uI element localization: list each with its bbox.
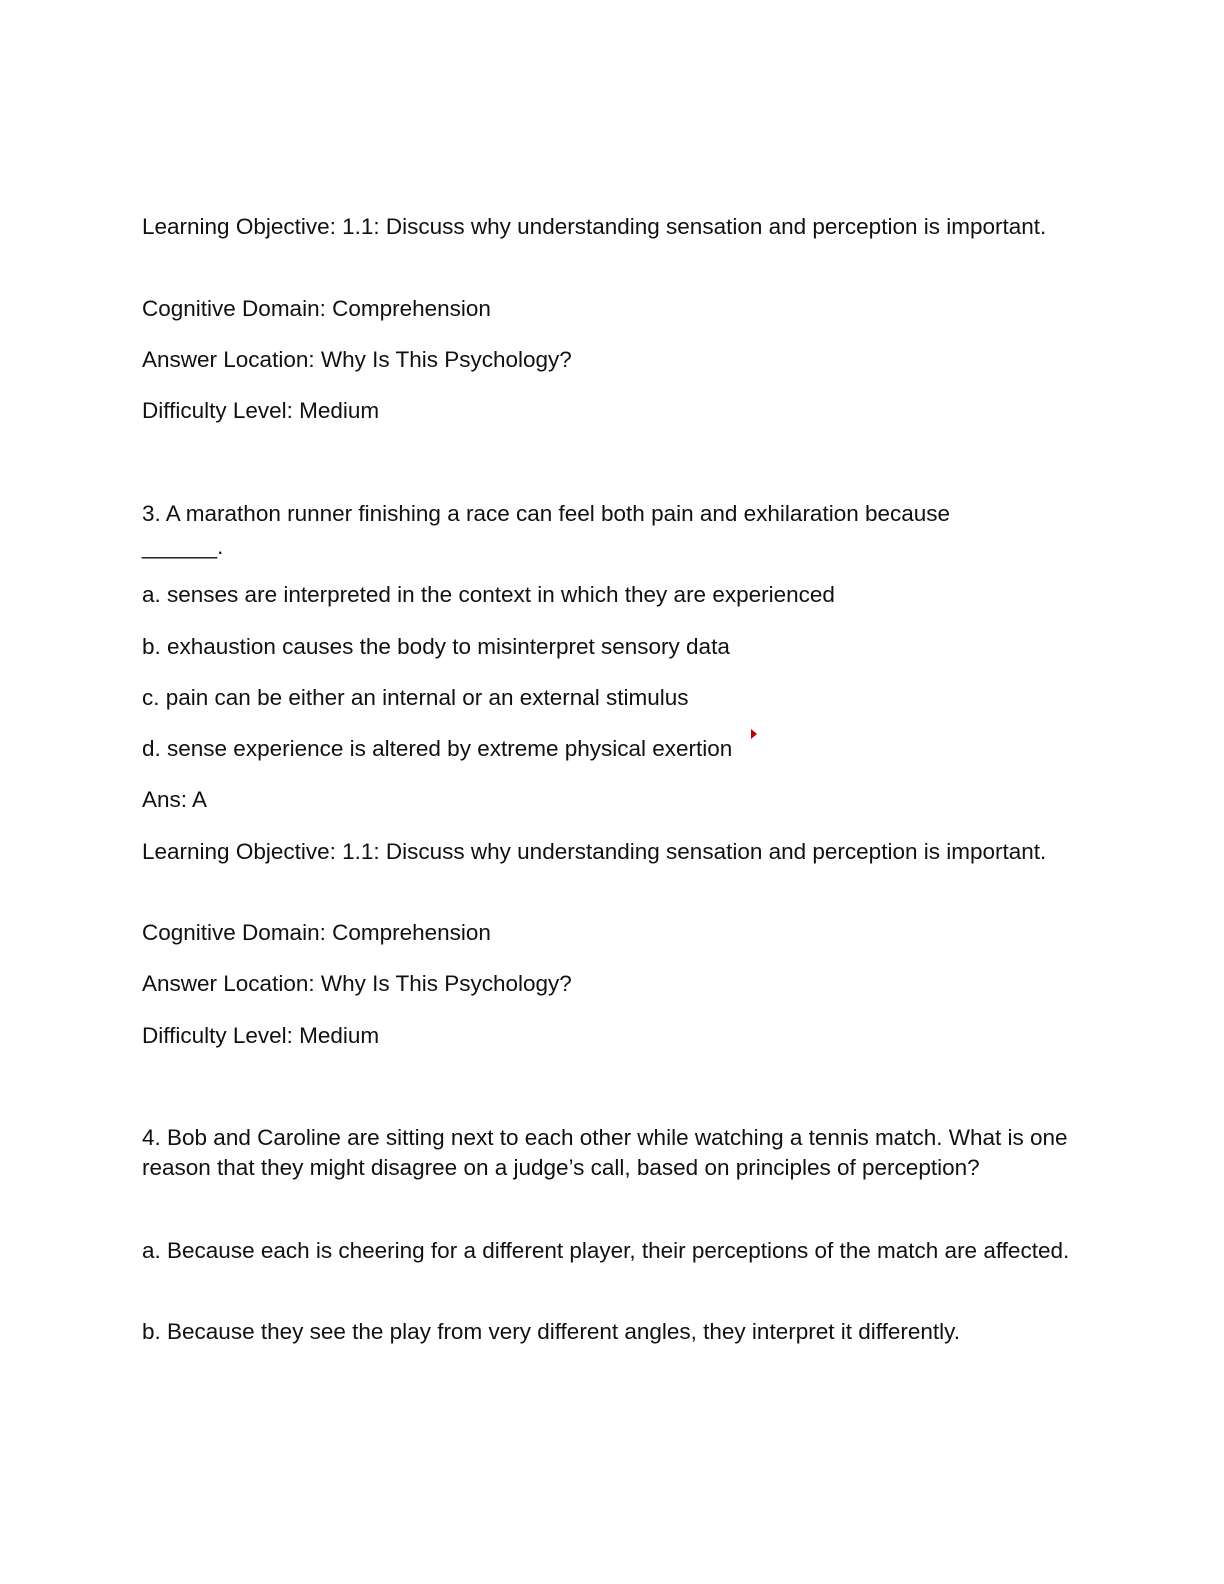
cognitive-domain-1: Cognitive Domain: Comprehension	[142, 296, 491, 321]
comment-marker-icon[interactable]	[751, 729, 757, 739]
learning-objective-1: Learning Objective: 1.1: Discuss why understanding sensation and perception is important.	[142, 214, 1047, 239]
difficulty-level-1: Difficulty Level: Medium	[142, 398, 380, 423]
question-3-option-b: b. exhaustion causes the body to misinterpret sensory data	[142, 634, 730, 659]
learning-objective-3: Learning Objective: 1.1: Discuss why understanding sensation and perception is important.	[142, 839, 1047, 864]
question-4-option-a: a. Because each is cheering for a different player, their perceptions of the match are affected.	[142, 1238, 1070, 1263]
question-3-option-a: a. senses are interpreted in the context in which they are experienced	[142, 582, 835, 607]
question-3-option-c: c. pain can be either an internal or an external stimulus	[142, 685, 689, 710]
question-4-stem: 4. Bob and Caroline are sitting next to each other while watching a tennis match. What is one reason that they might disagree on a judge’s call, based on principles of perception?	[142, 1125, 1068, 1180]
cognitive-domain-3: Cognitive Domain: Comprehension	[142, 920, 491, 945]
answer-location-3: Answer Location: Why Is This Psychology?	[142, 971, 572, 996]
question-4-option-b: b. Because they see the play from very different angles, they interpret it differently.	[142, 1319, 960, 1344]
question-3-option-d: d. sense experience is altered by extreme physical exertion	[142, 736, 733, 761]
question-3-stem: 3. A marathon runner finishing a race can feel both pain and exhilaration because	[142, 501, 951, 526]
question-3-answer: Ans: A	[142, 787, 208, 812]
difficulty-level-3: Difficulty Level: Medium	[142, 1023, 380, 1048]
answer-location-1: Answer Location: Why Is This Psychology?	[142, 347, 572, 372]
question-3-blank: ______.	[142, 534, 224, 559]
